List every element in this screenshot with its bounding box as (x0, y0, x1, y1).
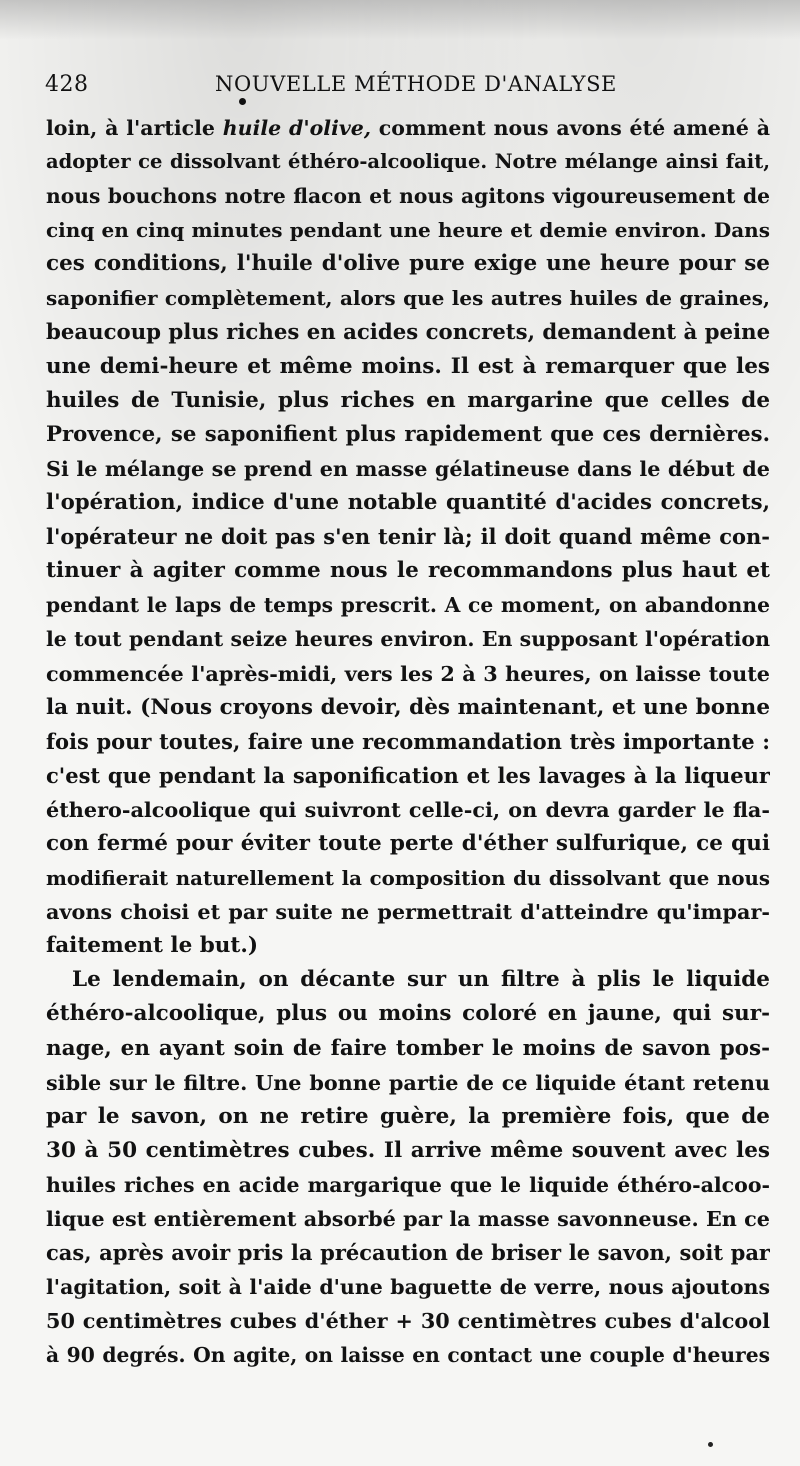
page-number: 428 (45, 72, 89, 97)
text-line: l'agitation, soit à l'aide d'une baguette de verre, nous ajoutons (46, 1275, 770, 1300)
text-line: Le lendemain, on décante sur un filtre à plis le liquide (72, 967, 770, 993)
text-line: modifierait naturellement la composition du dissolvant que nous (46, 866, 770, 891)
text-line: l'opérateur ne doit pas s'en tenir là; il doit quand même con- (46, 524, 770, 550)
text-line: pendant le laps de temps prescrit. A ce moment, on abandonne (46, 593, 770, 618)
text-run: loin, à l'article (46, 116, 223, 140)
scan-shadow (0, 0, 800, 40)
text-line: 30 à 50 centimètres cubes. Il arrive même souvent avec les (46, 1137, 770, 1163)
text-line: cas, après avoir pris la précaution de briser le savon, soit par (46, 1240, 770, 1266)
text-line: ces conditions, l'huile d'olive pure exige une heure pour se (46, 251, 770, 277)
text-line: avons choisi et par suite ne permettrait d'atteindre qu'impar- (46, 900, 770, 925)
text-line: lique est entièrement absorbé par la masse savonneuse. En ce (46, 1207, 770, 1231)
text-line: l'opération, indice d'une notable quantité d'acides concrets, (46, 490, 770, 516)
body-text (46, 111, 770, 1372)
text-line: con fermé pour éviter toute perte d'éther sulfurique, ce qui (46, 830, 770, 856)
running-title: NOUVELLE MÉTHODE D'ANALYSE (215, 72, 617, 96)
text-run: comment nous avons été amené à (370, 116, 770, 140)
text-line: nous bouchons notre flacon et nous agitons vigoureusement de (46, 184, 770, 209)
text-line: fois pour toutes, faire une recommandation très importante : (46, 728, 770, 754)
text-line: adopter ce dissolvant éthéro-alcoolique. Notre mélange ainsi fait, (46, 150, 770, 174)
text-line: beaucoup plus riches en acides concrets, demandent à peine (46, 319, 770, 345)
text-line: 50 centimètres cubes d'éther + 30 centimètres cubes d'alcool (46, 1309, 770, 1334)
text-line: sible sur le filtre. Une bonne partie de ce liquide étant retenu (46, 1070, 770, 1095)
text-line: huiles de Tunisie, plus riches en margarine que celles de (46, 387, 770, 413)
page-header (45, 72, 785, 102)
text-line: éthero-alcoolique qui suivront celle-ci, on devra garder le fla- (46, 797, 770, 822)
text-line: une demi-heure et même moins. Il est à remarquer que les (46, 353, 770, 379)
italic-term: huile d'olive, (222, 116, 371, 140)
text-line: cinq en cinq minutes pendant une heure et demie environ. Dans (46, 218, 770, 243)
text-line: le tout pendant seize heures environ. En supposant l'opération (46, 627, 770, 652)
text-line: faitement le but.) (46, 933, 259, 959)
text-line: saponifier complètement, alors que les autres huiles de graines, (46, 286, 770, 311)
ink-dot (239, 98, 246, 105)
text-line: tinuer à agiter comme nous le recommandons plus haut et (46, 558, 770, 584)
text-line: nage, en ayant soin de faire tomber le moins de savon pos- (46, 1035, 770, 1061)
text-line: commencée l'après-midi, vers les 2 à 3 heures, on laisse toute (46, 661, 770, 686)
ink-speck (708, 1442, 713, 1447)
text-line: par le savon, on ne retire guère, la première fois, que de (46, 1103, 770, 1129)
text-line: à 90 degrés. On agite, on laisse en contact une couple d'heures (46, 1343, 770, 1368)
text-line: Si le mélange se prend en masse gélatineuse dans le début de (46, 456, 770, 481)
text-line: huiles riches en acide margarique que le liquide éthéro-alcoo- (46, 1172, 770, 1197)
text-line: Provence, se saponifient plus rapidement que ces dernières. (46, 421, 770, 447)
text-line: c'est que pendant la saponification et les lavages à la liqueur (46, 762, 770, 788)
text-line (46, 111, 770, 145)
text-line: éthéro-alcoolique, plus ou moins coloré en jaune, qui sur- (46, 1001, 770, 1027)
text-line: la nuit. (Nous croyons devoir, dès maintenant, et une bonne (46, 694, 770, 720)
